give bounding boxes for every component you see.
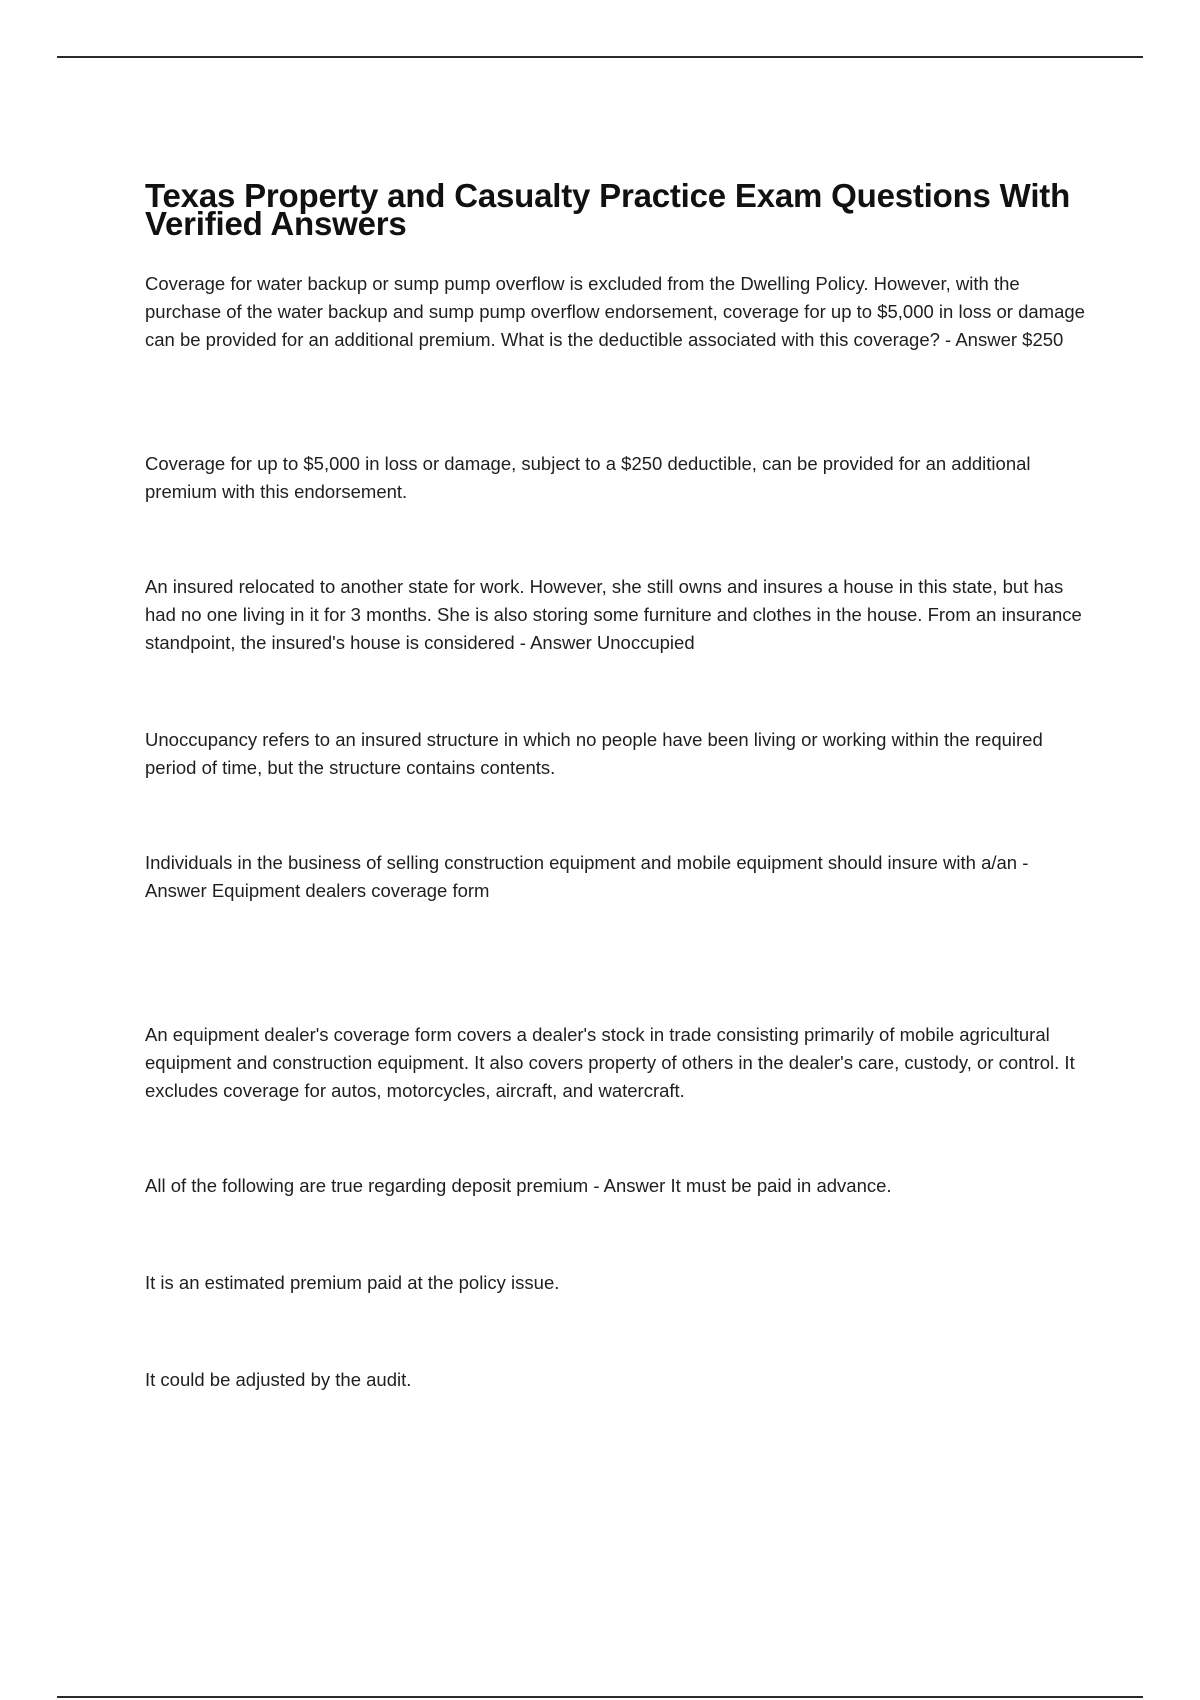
paragraph-equipment-dealers-question: Individuals in the business of selling construction equipment and mobile equipment should insure with a/an - Answer Equipment dealers coverage form bbox=[145, 852, 1029, 901]
bottom-divider bbox=[57, 1696, 1143, 1698]
paragraph-unoccupied-question: An insured relocated to another state for work. However, she still owns and insures a house in this state, but has had no one living in it for 3 months. She is also storing some furniture and clothes in the house. From an insurance standpoint, the insured's house is considered - Answer Unoccupied bbox=[145, 576, 1082, 653]
paragraph-unoccupancy-explanation: Unoccupancy refers to an insured structure in which no people have been living or working within the required period of time, but the structure contains contents. bbox=[145, 729, 1043, 778]
paragraph-deposit-premium-audit: It could be adjusted by the audit. bbox=[145, 1369, 412, 1390]
top-divider bbox=[57, 56, 1143, 58]
paragraph-water-backup-explanation: Coverage for up to $5,000 in loss or damage, subject to a $250 deductible, can be provided for an additional premium with this endorsement. bbox=[145, 453, 1031, 502]
document-title: Texas Property and Casualty Practice Exam Questions With Verified Answers bbox=[145, 177, 1071, 242]
paragraph-deposit-premium-estimate: It is an estimated premium paid at the policy issue. bbox=[145, 1272, 560, 1293]
paragraph-deposit-premium-question: All of the following are true regarding deposit premium - Answer It must be paid in advance. bbox=[145, 1175, 892, 1196]
paragraph-water-backup-question: Coverage for water backup or sump pump overflow is excluded from the Dwelling Policy. However, with the purchase of the water backup and sump pump overflow endorsement, coverage for up to $5,000 in loss or damage can be provided for an additional premium. What is the deductible associated with this coverage? - Answer $250 bbox=[145, 273, 1085, 350]
document-body bbox=[145, 177, 1085, 1390]
paragraph-equipment-dealers-explanation: An equipment dealer's coverage form covers a dealer's stock in trade consisting primarily of mobile agricultural equipment and construction equipment. It also covers property of others in the dealer's care, custody, or control. It excludes coverage for autos, motorcycles, aircraft, and watercraft. bbox=[145, 1024, 1075, 1101]
